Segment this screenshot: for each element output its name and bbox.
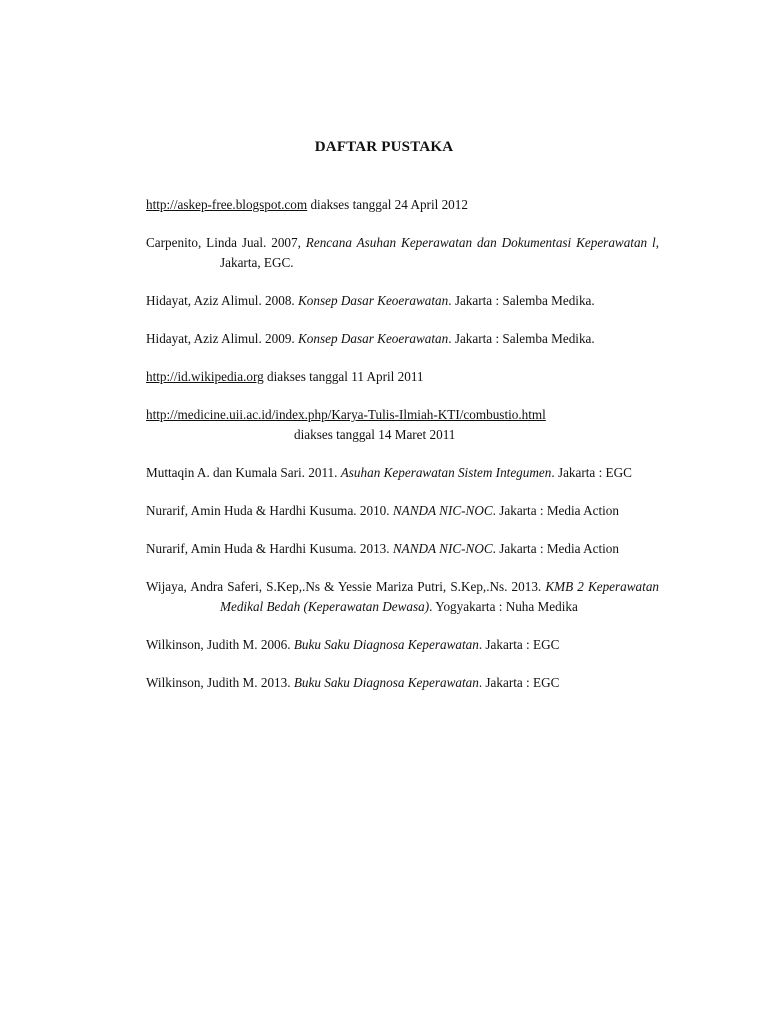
reference-title: Konsep Dasar Keoerawatan	[298, 331, 449, 346]
reference-author: Hidayat, Aziz Alimul. 2008.	[146, 293, 299, 308]
reference-text: diakses tanggal 11 April 2011	[263, 369, 424, 384]
reference-author: Nurarif, Amin Huda & Hardhi Kusuma. 2010.	[146, 503, 393, 518]
reference-text: diakses tanggal 24 April 2012	[307, 197, 468, 212]
reference-title: NANDA NIC-NOC	[392, 503, 493, 518]
reference-author: Wilkinson, Judith M. 2013.	[146, 675, 294, 690]
reference-item	[146, 367, 659, 387]
reference-title: Buku Saku Diagnosa Keperawatan	[293, 675, 479, 690]
reference-link[interactable]: http://askep-free.blogspot.com	[146, 197, 308, 212]
reference-text: . Jakarta : EGC	[478, 637, 560, 652]
reference-item	[146, 635, 659, 655]
reference-author: Muttaqin A. dan Kumala Sari. 2011.	[146, 465, 341, 480]
reference-item	[146, 463, 659, 483]
reference-item	[146, 673, 659, 693]
reference-item	[146, 195, 659, 215]
reference-title: KMB 2 Keperawatan Medikal Bedah (Keperawatan Dewasa)	[220, 579, 660, 614]
reference-text: , Jakarta, EGC.	[220, 235, 659, 270]
reference-text: . Jakarta : Salemba Medika.	[448, 331, 595, 346]
reference-title: Buku Saku Diagnosa Keperawatan	[293, 637, 479, 652]
reference-item	[146, 405, 659, 445]
reference-text: diakses tanggal 14 Maret 2011	[294, 427, 456, 442]
reference-author: Hidayat, Aziz Alimul. 2009.	[146, 331, 299, 346]
reference-text: . Jakarta : EGC	[551, 465, 632, 480]
reference-title: Rencana Asuhan Keperawatan dan Dokumentasi Keperawatan l	[305, 235, 656, 250]
reference-item	[146, 539, 659, 559]
reference-link[interactable]: http://medicine.uii.ac.id/index.php/Karya-Tulis-Ilmiah-KTI/combustio.html	[146, 407, 546, 422]
reference-item	[146, 329, 659, 349]
reference-text: . Jakarta : Salemba Medika.	[448, 293, 595, 308]
reference-title: Asuhan Keperawatan Sistem Integumen	[340, 465, 552, 480]
reference-author: Wijaya, Andra Saferi, S.Kep,.Ns & Yessie Mariza Putri, S.Kep,.Ns. 2013.	[146, 579, 546, 594]
reference-list	[146, 195, 659, 711]
reference-title: Konsep Dasar Keoerawatan	[298, 293, 449, 308]
reference-item	[146, 577, 659, 617]
reference-link[interactable]: http://id.wikipedia.org	[146, 369, 264, 384]
page-title: DAFTAR PUSTAKA	[314, 139, 454, 155]
reference-author: Wilkinson, Judith M. 2006.	[146, 637, 294, 652]
reference-text: . Yogyakarta : Nuha Medika	[429, 599, 578, 614]
reference-text: . Jakarta : Media Action	[492, 503, 619, 518]
reference-author: Nurarif, Amin Huda & Hardhi Kusuma. 2013.	[146, 541, 393, 556]
reference-item	[146, 501, 659, 521]
reference-title: NANDA NIC-NOC	[392, 541, 493, 556]
reference-item	[146, 233, 659, 273]
reference-item	[146, 291, 659, 311]
reference-text: . Jakarta : Media Action	[492, 541, 619, 556]
reference-text: . Jakarta : EGC	[478, 675, 560, 690]
reference-author: Carpenito, Linda Jual. 2007,	[146, 235, 306, 250]
